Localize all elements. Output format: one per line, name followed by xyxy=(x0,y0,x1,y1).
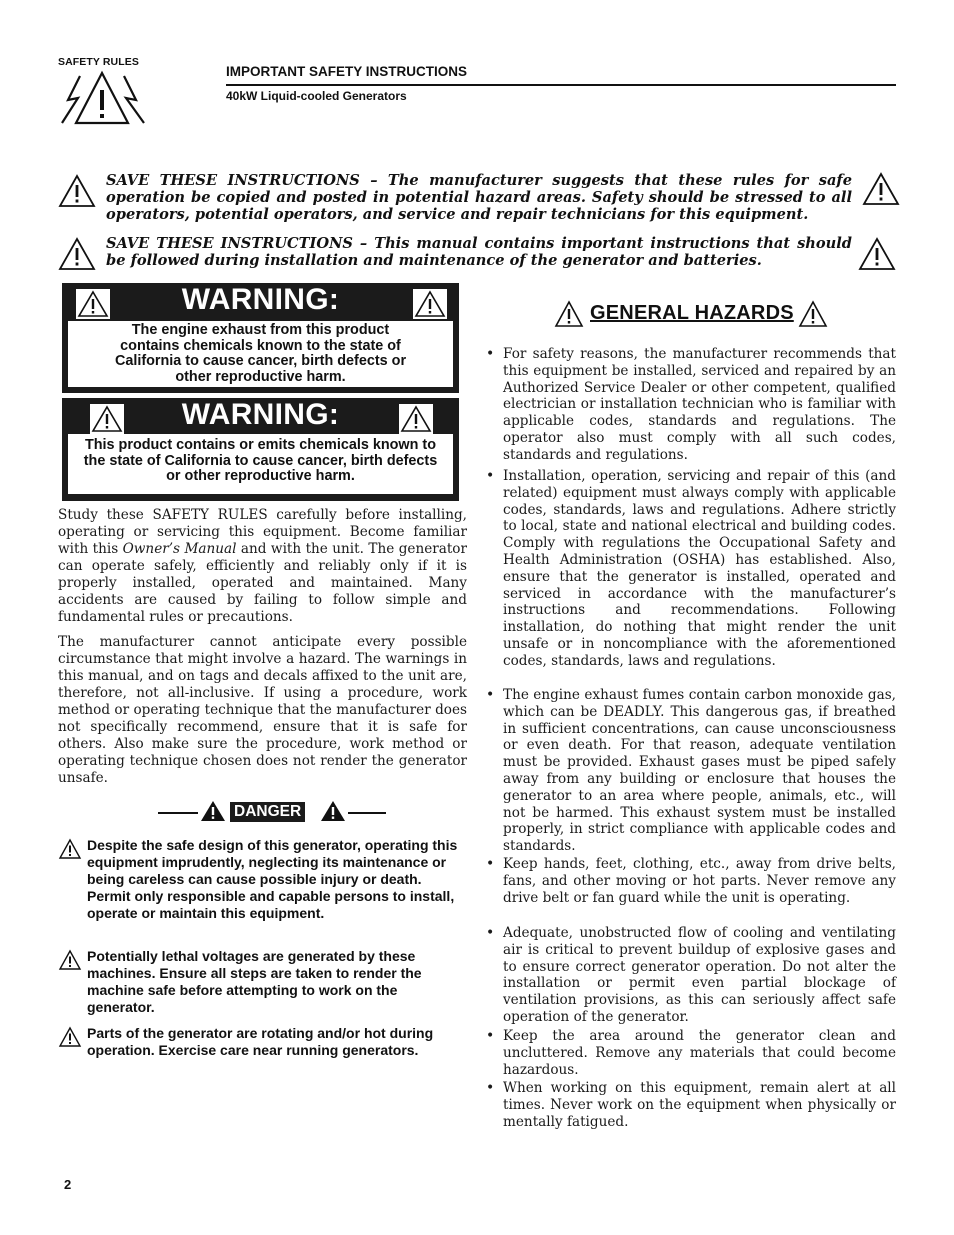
warning-triangle-icon xyxy=(798,300,828,328)
bullet-dot: • xyxy=(486,1080,495,1096)
bullet-dot: • xyxy=(486,346,495,362)
warning-title: WARNING: xyxy=(181,398,340,431)
warning-triangle-icon xyxy=(58,174,96,208)
hazard-text: Adequate, unobstructed flow of cooling and ventilating air is critical to prevent buildup of explosive gases and to ensure correct generator operation. Do not alter the installation or permit even partial blockage of ventilation provisions, as this can seriously affect safe operation of the generator. xyxy=(503,925,896,1025)
warning-body xyxy=(68,434,453,494)
header-rule xyxy=(226,84,896,86)
danger-text: Potentially lethal voltages are generated by these machines. Ensure all steps are taken to render the machine safe before attempting to work on the generator. xyxy=(87,948,422,1015)
banner-rule xyxy=(348,812,386,814)
warning-text: The engine exhaust from this product contains chemicals known to the state of California to cause cancer, birth defects or other reproductive harm. xyxy=(114,322,407,385)
banner-rule xyxy=(158,812,198,814)
hazard-text: Keep the area around the generator clean and uncluttered. Remove any materials that could become hazardous. xyxy=(503,1028,896,1078)
bullet-dot: • xyxy=(486,856,495,872)
danger-triangle-icon xyxy=(320,800,346,822)
intro-paragraph-2: The manufacturer cannot anticipate every possible circumstance that might involve a hazard. The warnings in this manual, and on tags and decals affixed to the unit are, therefore, not all-inclusive. If using a procedure, work method or operating technique that the manufacturer does not specifically recommend, ensure that it is safe for others. Also make sure the procedure, work method or operating technique chosen does not render the generator unsafe. xyxy=(58,634,467,786)
hazard-text: For safety reasons, the manufacturer recommends that this equipment be installed, serviced and repaired by an Authorized Service Dealer or other competent, qualified electrician or installation technician who is familiar with applicable codes, standards and regulations. The operator also must comply with all such codes, standards and regulations. xyxy=(503,346,896,463)
bullet-dot: • xyxy=(486,1028,495,1044)
page-number: 2 xyxy=(64,1177,72,1192)
warning-triangle-icon xyxy=(58,237,96,271)
owners-manual-title: Owner’s Manual xyxy=(122,541,237,557)
intro-paragraph-1 xyxy=(58,507,467,626)
bullet-dot: • xyxy=(486,468,495,484)
warning-triangle-icon xyxy=(58,1026,82,1048)
intro-text: and with the unit. The generator can operate safely, efficiently and reliably only if it is properly installed, operated and maintained. Many accidents are caused by failing to follow simple and fundamental rules or precautions. xyxy=(58,541,467,625)
hazard-text: Keep hands, feet, clothing, etc., away from drive belts, fans, and other moving or hot parts. Never remove any drive belt or fan guard while the unit is operating. xyxy=(503,856,896,906)
bullet-dot: • xyxy=(486,687,495,703)
danger-label: DANGER xyxy=(230,802,305,822)
warning-triangle-icon xyxy=(58,838,82,860)
save-instructions-text: SAVE THESE INSTRUCTIONS – This manual contains important instructions that should be followed during installation and maintenance of the generator and batteries. xyxy=(106,235,852,269)
warning-title: WARNING: xyxy=(181,283,340,316)
bullet-dot: • xyxy=(486,925,495,941)
danger-triangle-icon xyxy=(200,800,226,822)
header-subtitle: 40kW Liquid-cooled Generators xyxy=(226,89,407,103)
danger-text: Parts of the generator are rotating and/or hot during operation. Exercise care near running generators. xyxy=(87,1025,434,1058)
safety-rules-logo xyxy=(58,56,150,128)
save-instructions-2 xyxy=(58,235,900,275)
warning-text: This product contains or emits chemicals known to the state of California to cause cancer, birth defects or other reproductive harm. xyxy=(83,437,438,485)
warning-triangle-icon xyxy=(399,404,433,434)
warning-triangle-icon xyxy=(858,237,896,271)
warning-triangle-icon xyxy=(413,289,447,319)
hazard-text: The engine exhaust fumes contain carbon monoxide gas, which can be DEADLY. This dangerous gas, if breathed in sufficient concentrations, can cause unconsciousness or even death. For that reason, adequate ventilation must be provided. Exhaust gases must be piped safely away from any building or enclosure that houses the generator to an area where people, animals, etc., will not be harmed. This exhaust system must be installed properly, in strict compliance with applicable codes and standards. xyxy=(503,687,896,855)
warning-triangle-icon xyxy=(554,300,584,328)
warning-body xyxy=(68,321,453,387)
hazard-text: When working on this equipment, remain alert at all times. Never work on the equipment when physically or mentally fatigued. xyxy=(503,1080,896,1130)
general-hazards-heading xyxy=(554,300,830,330)
save-instructions-1 xyxy=(58,172,900,228)
logo-label: SAFETY RULES xyxy=(58,56,139,68)
california-warning-box-1 xyxy=(62,283,459,393)
high-voltage-warning-icon xyxy=(58,70,150,128)
danger-text: Despite the safe design of this generator, operating this equipment imprudently, neglecting its maintenance or being careless can cause possible injury or death. Permit only responsible and capable persons to install, operate or maintain this equipment. xyxy=(87,837,458,921)
hazard-text: Installation, operation, servicing and repair of this (and related) equipment must always comply with applicable codes, standards, laws and regulations. Adhere strictly to local, state and national electrical and building codes. Comply with regulations the Occupational Safety and Health Administration (OSHA) has established. Also, ensure that the generator is installed, operated and serviced in accordance with the manufacturer’s instructions and recommendations. Following installation, do nothing that might render the unit unsafe or in noncompliance with the aforementioned codes, standards, laws and regulations. xyxy=(503,468,896,669)
intro-text: Study these SAFETY RULES carefully before installing, operating or servicing this equipment. Become familiar with this xyxy=(58,507,467,557)
warning-triangle-icon xyxy=(862,172,900,206)
save-instructions-text: SAVE THESE INSTRUCTIONS – The manufacturer suggests that these rules for safe operation be copied and posted in potential hazard areas. Safety should be stressed to all operators, potential operators, and service and repair technicians for this equipment. xyxy=(106,172,852,223)
header-title: IMPORTANT SAFETY INSTRUCTIONS xyxy=(226,64,468,79)
california-warning-box-2 xyxy=(62,398,459,501)
general-hazards-title: GENERAL HAZARDS xyxy=(590,302,794,324)
warning-triangle-icon xyxy=(58,949,82,971)
danger-banner xyxy=(158,800,388,824)
